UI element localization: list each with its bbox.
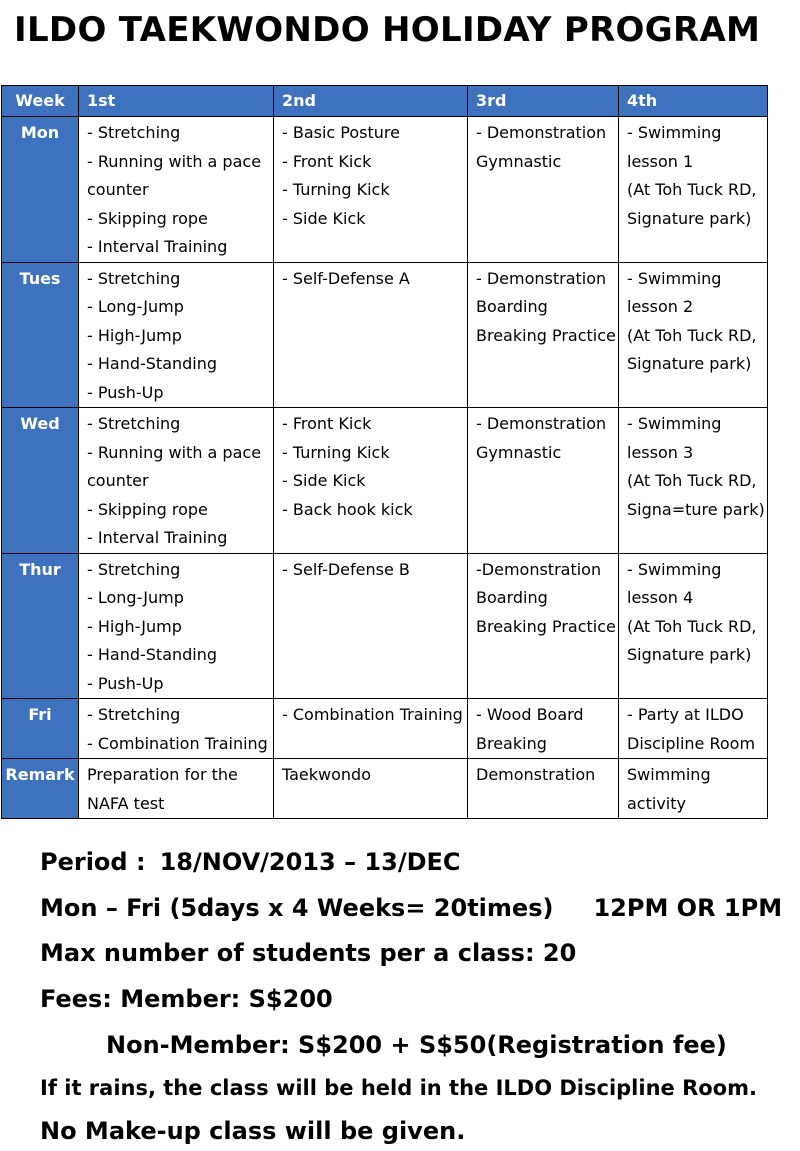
cell-line: - Interval Training: [87, 237, 228, 256]
cell-line: - Side Kick: [282, 471, 366, 490]
column-header-3rd: 3rd: [468, 86, 619, 117]
cell-tues-4th: [619, 262, 768, 408]
cell-tues-3rd: [468, 262, 619, 408]
cell-line: - Back hook kick: [282, 499, 413, 519]
cell-wed-4th: [619, 408, 768, 554]
cell-remark-2nd: [274, 759, 468, 819]
cell-line: - Skipping rope: [87, 499, 208, 519]
cell-wed-2nd: [274, 408, 468, 554]
table-header-row: [2, 86, 768, 117]
row-header-remark: Remark: [2, 759, 79, 819]
cell-line: - Long-Jump: [87, 297, 184, 316]
cell-line: - Hand-Standing: [87, 645, 218, 664]
cell-mon-1st: [79, 117, 274, 263]
cell-line: - Running with a pace: [87, 442, 262, 462]
cell-line: Signature park): [627, 208, 752, 228]
cell-line: - Front Kick: [282, 151, 372, 171]
cell-line: -Demonstration: [476, 559, 602, 579]
cell-line: - Front Kick: [282, 414, 372, 433]
time-text: 12PM OR 1PM: [593, 894, 783, 922]
cell-line: - Swimming: [627, 123, 722, 142]
cell-line: - Wood Board: [476, 705, 584, 724]
cell-line: - Stretching: [87, 268, 181, 288]
cell-line: - Combination Training: [282, 705, 463, 724]
cell-line: Taekwondo: [282, 765, 371, 784]
cell-line: - Stretching: [87, 414, 181, 433]
cell-line: NAFA test: [87, 793, 165, 813]
cell-line: Boarding: [476, 297, 548, 316]
column-header-week: Week: [2, 86, 79, 117]
cell-line: - Stretching: [87, 123, 181, 142]
cell-line: - Skipping rope: [87, 208, 208, 228]
cell-thur-2nd: [274, 553, 468, 699]
cell-wed-1st: [79, 408, 274, 554]
column-header-4th: 4th: [619, 86, 768, 117]
cell-line: activity: [627, 793, 686, 813]
max-students-text: Max number of students per a class: 20: [40, 939, 577, 967]
cell-line: Boarding: [476, 588, 548, 607]
cell-line: Signature park): [627, 354, 752, 373]
column-header-1st: 1st: [79, 86, 274, 117]
period-value: 18/NOV/2013 – 13/DEC: [159, 848, 461, 876]
cell-line: Breaking Practice: [476, 616, 616, 636]
cell-line: - Stretching: [87, 705, 181, 724]
cell-line: - Long-Jump: [87, 588, 184, 607]
rain-note-text: If it rains, the class will be held in the ILDO Discipline Room.: [40, 1076, 757, 1100]
cell-fri-4th: [619, 699, 768, 759]
cell-line: - Self-Defense A: [282, 268, 410, 288]
table-row-wed: [2, 408, 768, 554]
schedule-text: Mon – Fri (5days x 4 Weeks= 20times): [40, 894, 554, 922]
row-header-tues: Tues: [2, 262, 79, 408]
cell-line: - Stretching: [87, 559, 181, 579]
table-row-remark: [2, 759, 768, 819]
cell-line: (At Toh Tuck RD,: [627, 180, 757, 199]
cell-line: Swimming: [627, 765, 711, 784]
period-line: [40, 845, 461, 879]
schedule-table: [1, 85, 768, 819]
cell-line: lesson 3: [627, 442, 694, 462]
cell-line: (At Toh Tuck RD,: [627, 471, 757, 490]
row-header-fri: Fri: [2, 699, 79, 759]
cell-line: (At Toh Tuck RD,: [627, 325, 757, 345]
table-row-tues: [2, 262, 768, 408]
cell-thur-1st: [79, 553, 274, 699]
cell-line: Demonstration: [476, 765, 596, 784]
cell-line: counter: [87, 471, 149, 490]
makeup-note-text: No Make-up class will be given.: [40, 1117, 466, 1145]
cell-line: - Running with a pace: [87, 151, 262, 171]
period-label: Period :: [40, 848, 146, 876]
cell-line: - Party at ILDO: [627, 705, 744, 724]
cell-line: lesson 4: [627, 588, 694, 607]
cell-remark-1st: [79, 759, 274, 819]
cell-line: Preparation for the: [87, 765, 238, 784]
cell-line: - Turning Kick: [282, 180, 390, 199]
schedule-line: [40, 891, 782, 925]
cell-line: - Hand-Standing: [87, 354, 218, 373]
cell-line: - Swimming: [627, 414, 722, 433]
row-header-thur: Thur: [2, 553, 79, 699]
cell-line: (At Toh Tuck RD,: [627, 616, 757, 636]
cell-mon-2nd: [274, 117, 468, 263]
cell-line: - Interval Training: [87, 528, 228, 547]
cell-line: - Swimming: [627, 559, 722, 579]
cell-line: - Demonstration: [476, 268, 607, 288]
cell-line: Discipline Room: [627, 733, 756, 753]
cell-line: - Turning Kick: [282, 442, 390, 462]
cell-line: Signa=ture park): [627, 499, 765, 519]
cell-mon-3rd: [468, 117, 619, 263]
cell-line: counter: [87, 180, 149, 199]
table-row-mon: [2, 117, 768, 263]
table-row-fri: [2, 699, 768, 759]
column-header-2nd: 2nd: [274, 86, 468, 117]
cell-line: - Basic Posture: [282, 123, 400, 142]
row-header-mon: Mon: [2, 117, 79, 263]
cell-line: lesson 2: [627, 297, 694, 316]
page-title: ILDO TAEKWONDO HOLIDAY PROGRAM: [14, 10, 761, 50]
cell-line: - Demonstration: [476, 123, 607, 142]
cell-line: Gymnastic: [476, 151, 562, 171]
cell-line: Breaking Practice: [476, 325, 616, 345]
cell-wed-3rd: [468, 408, 619, 554]
cell-remark-4th: [619, 759, 768, 819]
cell-line: - High-Jump: [87, 325, 182, 345]
cell-line: - Push-Up: [87, 673, 164, 693]
cell-line: - Side Kick: [282, 208, 366, 228]
cell-thur-4th: [619, 553, 768, 699]
fees-member-text: Fees: Member: S$200: [40, 985, 333, 1013]
cell-tues-2nd: [274, 262, 468, 408]
cell-line: - High-Jump: [87, 616, 182, 636]
cell-thur-3rd: [468, 553, 619, 699]
row-header-wed: Wed: [2, 408, 79, 554]
cell-line: Breaking: [476, 733, 547, 753]
cell-fri-1st: [79, 699, 274, 759]
table-row-thur: [2, 553, 768, 699]
cell-line: - Combination Training: [87, 733, 268, 753]
cell-line: - Self-Defense B: [282, 559, 410, 579]
cell-line: - Push-Up: [87, 382, 164, 402]
cell-line: - Demonstration: [476, 414, 607, 433]
cell-remark-3rd: [468, 759, 619, 819]
cell-fri-2nd: [274, 699, 468, 759]
cell-line: Signature park): [627, 645, 752, 664]
cell-tues-1st: [79, 262, 274, 408]
cell-line: Gymnastic: [476, 442, 562, 462]
cell-line: lesson 1: [627, 151, 694, 171]
fees-non-member-text: Non-Member: S$200 + S$50(Registration fee): [106, 1031, 727, 1059]
cell-line: - Swimming: [627, 268, 722, 288]
cell-mon-4th: [619, 117, 768, 263]
cell-fri-3rd: [468, 699, 619, 759]
